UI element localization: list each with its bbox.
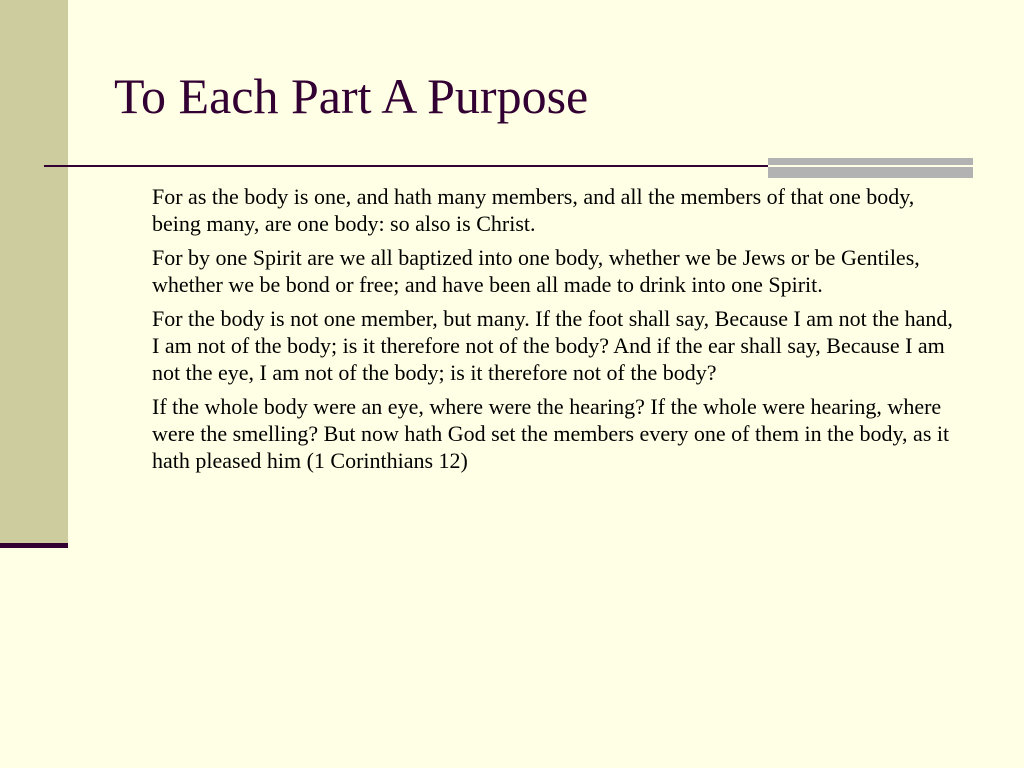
title-accent-bar [768,158,973,178]
body-paragraph-2: For by one Spirit are we all baptized into one body, whether we be Jews or be Gentiles, whether we be bond or free; and have been all made to drink into one Spirit. [152,245,920,297]
body-paragraph-1: For as the body is one, and hath many members, and all the members of that one body, being many, are one body: so also is Christ. [152,184,915,236]
slide-body [152,183,964,481]
body-paragraph-3: For the body is not one member, but many. If the foot shall say, Because I am not the hand, I am not of the body; is it therefore not of the body? And if the ear shall say, Because I am not the eye, I am not of the body; is it therefore not of the body? [152,306,953,385]
body-paragraph-4: If the whole body were an eye, where were the hearing? If the whole were hearing, where were the smelling? But now hath God set the members every one of them in the body, as it hath pleased him (1 Corinthians 12) [152,394,950,473]
side-band-foot-rule [0,543,68,548]
side-decoration-band [0,0,68,545]
slide-title: To Each Part A Purpose [114,68,589,124]
